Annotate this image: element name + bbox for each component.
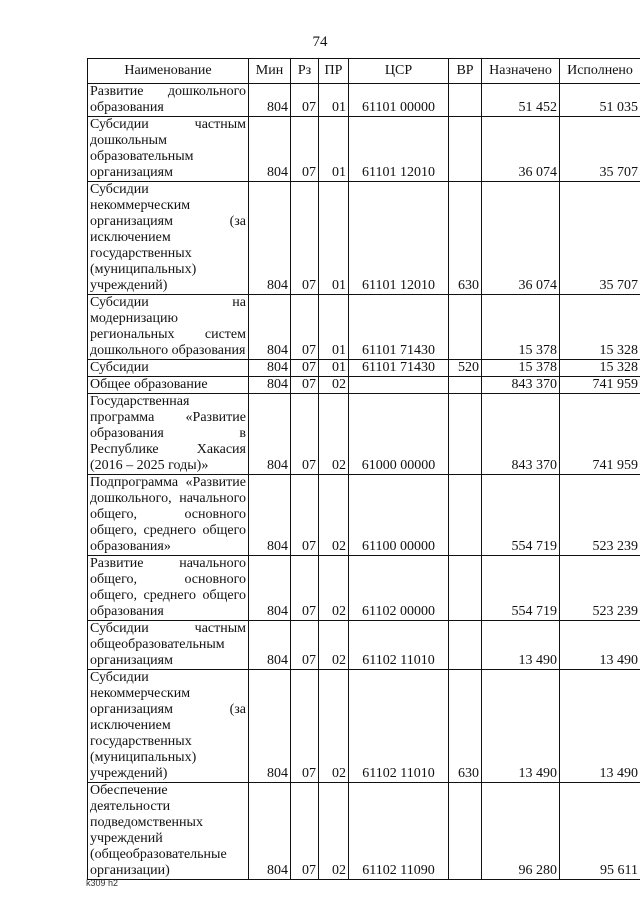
- cell-name: Субсидии частным дошкольным образовательным организациям: [88, 117, 249, 182]
- cell-min: 804: [249, 556, 291, 621]
- header-csr: ЦСР: [349, 59, 449, 84]
- header-rz: Рз: [291, 59, 319, 84]
- cell-min: 804: [249, 377, 291, 394]
- cell-assigned: 15 378: [482, 360, 560, 377]
- cell-rz: 07: [291, 556, 319, 621]
- cell-min: 804: [249, 394, 291, 475]
- cell-vr: [449, 621, 482, 670]
- cell-name: Обеспечение деятельности подведомственных учреждений (общеобразовательные организации): [88, 783, 249, 880]
- cell-vr: [449, 556, 482, 621]
- cell-csr: 61101 12010: [349, 182, 449, 295]
- cell-assigned: 843 370: [482, 394, 560, 475]
- cell-pr: 02: [319, 475, 349, 556]
- cell-name: Субсидии некоммерческим организациям (за исключением государственных (муниципальных) учреждений): [88, 182, 249, 295]
- cell-assigned: 554 719: [482, 556, 560, 621]
- cell-vr: [449, 783, 482, 880]
- page-number: 74: [312, 34, 328, 50]
- table-row: [88, 621, 640, 670]
- cell-pr: 01: [319, 295, 349, 360]
- cell-vr: [449, 117, 482, 182]
- cell-csr: 61102 11090: [349, 783, 449, 880]
- cell-vr: [449, 475, 482, 556]
- cell-rz: 07: [291, 621, 319, 670]
- header-vr: ВР: [449, 59, 482, 84]
- header-name: Наименование: [88, 59, 249, 84]
- cell-assigned: 96 280: [482, 783, 560, 880]
- cell-min: 804: [249, 295, 291, 360]
- cell-vr: [449, 394, 482, 475]
- table-body: [88, 84, 640, 880]
- cell-csr: 61101 71430: [349, 360, 449, 377]
- cell-assigned: 554 719: [482, 475, 560, 556]
- cell-pr: 02: [319, 556, 349, 621]
- table-row: [88, 377, 640, 394]
- cell-executed: 523 239: [560, 475, 640, 556]
- cell-csr: 61101 12010: [349, 117, 449, 182]
- cell-executed: 95 611: [560, 783, 640, 880]
- cell-assigned: 36 074: [482, 182, 560, 295]
- cell-min: 804: [249, 117, 291, 182]
- table-row: [88, 295, 640, 360]
- header-assigned: Назначено: [482, 59, 560, 84]
- cell-pr: 01: [319, 182, 349, 295]
- cell-assigned: 843 370: [482, 377, 560, 394]
- cell-csr: 61101 71430: [349, 295, 449, 360]
- cell-pr: 01: [319, 360, 349, 377]
- cell-pr: 02: [319, 377, 349, 394]
- cell-pr: 01: [319, 117, 349, 182]
- table-row: [88, 117, 640, 182]
- cell-min: 804: [249, 84, 291, 117]
- cell-csr: [349, 377, 449, 394]
- cell-assigned: 13 490: [482, 621, 560, 670]
- cell-rz: 07: [291, 295, 319, 360]
- cell-rz: 07: [291, 377, 319, 394]
- cell-csr: 61102 11010: [349, 621, 449, 670]
- cell-csr: 61101 00000: [349, 84, 449, 117]
- cell-pr: 02: [319, 783, 349, 880]
- cell-pr: 02: [319, 621, 349, 670]
- cell-executed: 15 328: [560, 295, 640, 360]
- table-row: [88, 556, 640, 621]
- cell-name: Субсидии: [88, 360, 249, 377]
- cell-rz: 07: [291, 475, 319, 556]
- cell-min: 804: [249, 182, 291, 295]
- table-row: [88, 394, 640, 475]
- cell-pr: 01: [319, 84, 349, 117]
- cell-executed: 51 035: [560, 84, 640, 117]
- cell-name: Субсидии на модернизацию региональных систем дошкольного образования: [88, 295, 249, 360]
- cell-csr: 61000 00000: [349, 394, 449, 475]
- cell-vr: 630: [449, 182, 482, 295]
- cell-pr: 02: [319, 670, 349, 783]
- cell-executed: 35 707: [560, 182, 640, 295]
- cell-name: Субсидии частным общеобразовательным организациям: [88, 621, 249, 670]
- cell-min: 804: [249, 475, 291, 556]
- cell-min: 804: [249, 670, 291, 783]
- cell-rz: 07: [291, 394, 319, 475]
- cell-executed: 35 707: [560, 117, 640, 182]
- header-row: [88, 59, 640, 84]
- header-min: Мин: [249, 59, 291, 84]
- cell-assigned: 15 378: [482, 295, 560, 360]
- header-pr: ПР: [319, 59, 349, 84]
- cell-executed: 13 490: [560, 670, 640, 783]
- header-executed: Исполнено: [560, 59, 640, 84]
- cell-rz: 07: [291, 670, 319, 783]
- cell-executed: 741 959: [560, 377, 640, 394]
- cell-name: Развитие дошкольного образования: [88, 84, 249, 117]
- cell-name: Государственная программа «Развитие образования в Республике Хакасия (2016 – 2025 годы)»: [88, 394, 249, 475]
- table-row: [88, 475, 640, 556]
- cell-assigned: 51 452: [482, 84, 560, 117]
- table-row: [88, 182, 640, 295]
- footer-code: k309 h2: [86, 878, 119, 888]
- cell-rz: 07: [291, 360, 319, 377]
- cell-vr: [449, 295, 482, 360]
- table-row: [88, 783, 640, 880]
- cell-executed: 13 490: [560, 621, 640, 670]
- cell-name: Субсидии некоммерческим организациям (за исключением государственных (муниципальных) учреждений): [88, 670, 249, 783]
- cell-rz: 07: [291, 84, 319, 117]
- cell-min: 804: [249, 621, 291, 670]
- cell-rz: 07: [291, 783, 319, 880]
- cell-executed: 523 239: [560, 556, 640, 621]
- budget-table: [87, 58, 640, 880]
- table-row: [88, 670, 640, 783]
- cell-pr: 02: [319, 394, 349, 475]
- cell-name: Подпрограмма «Развитие дошкольного, начального общего, основного общего, среднего общего образования»: [88, 475, 249, 556]
- cell-assigned: 13 490: [482, 670, 560, 783]
- cell-min: 804: [249, 783, 291, 880]
- cell-executed: 15 328: [560, 360, 640, 377]
- cell-rz: 07: [291, 117, 319, 182]
- cell-vr: 630: [449, 670, 482, 783]
- table-row: [88, 360, 640, 377]
- cell-csr: 61100 00000: [349, 475, 449, 556]
- cell-assigned: 36 074: [482, 117, 560, 182]
- cell-csr: 61102 00000: [349, 556, 449, 621]
- table-row: [88, 84, 640, 117]
- cell-vr: [449, 84, 482, 117]
- cell-name: Развитие начального общего, основного общего, среднего общего образования: [88, 556, 249, 621]
- cell-min: 804: [249, 360, 291, 377]
- cell-executed: 741 959: [560, 394, 640, 475]
- cell-csr: 61102 11010: [349, 670, 449, 783]
- cell-vr: [449, 377, 482, 394]
- cell-name: Общее образование: [88, 377, 249, 394]
- cell-rz: 07: [291, 182, 319, 295]
- cell-vr: 520: [449, 360, 482, 377]
